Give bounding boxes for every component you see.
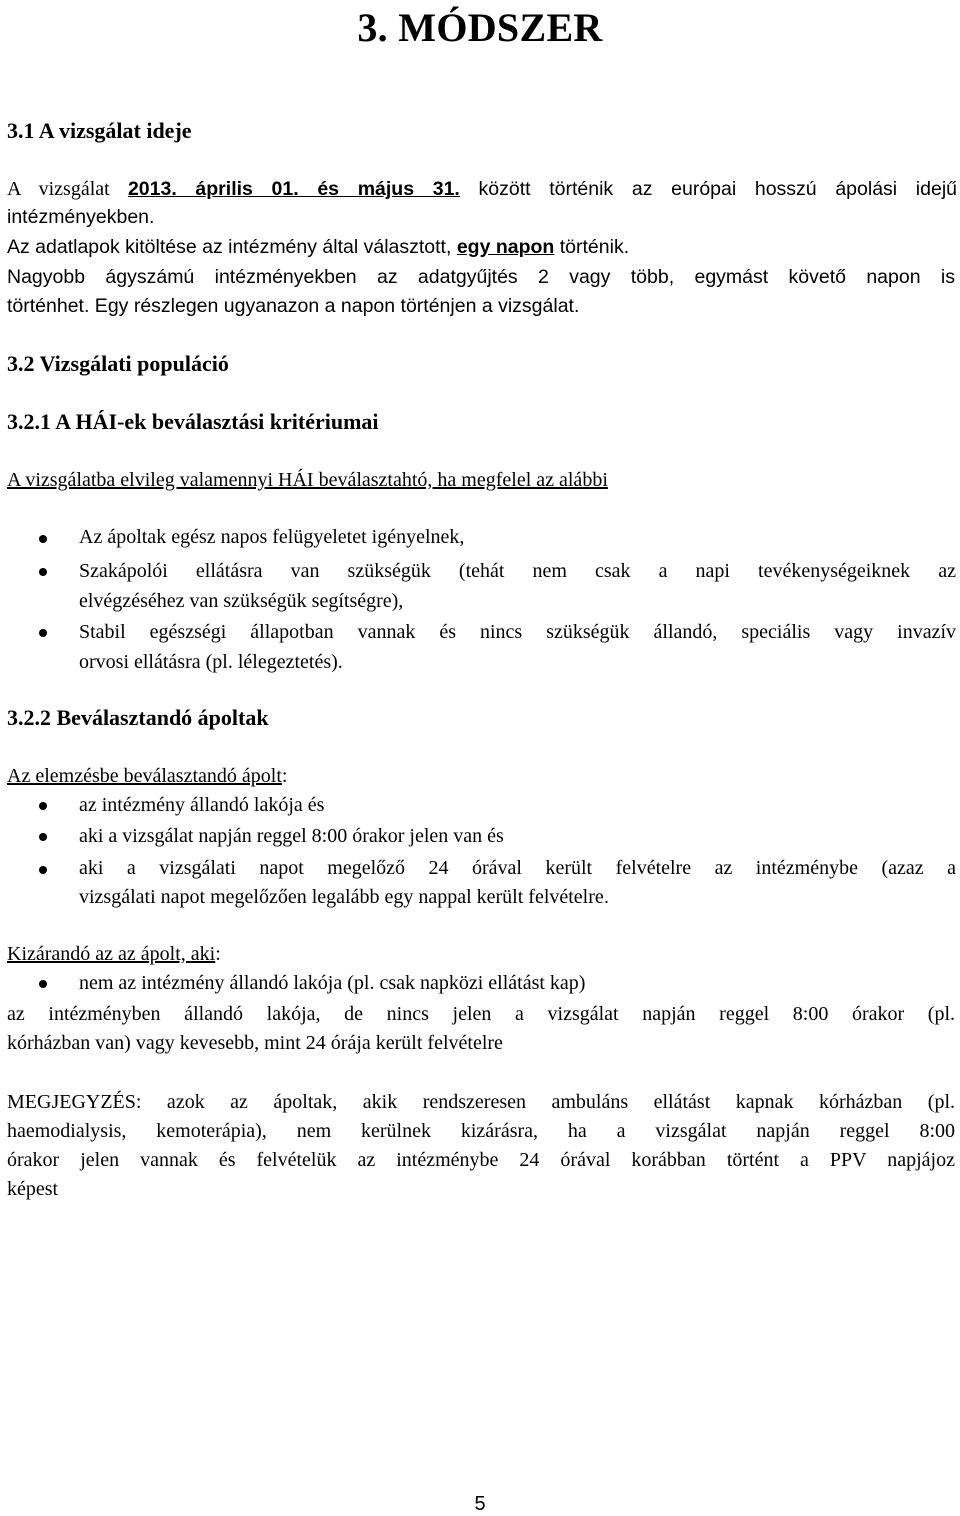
bullet-icon [39,833,47,841]
exclusion-title-colon: : [215,943,221,965]
s31-l1-post: között történik az európai hosszú ápolási idejű [459,178,958,200]
bullet-icon [39,866,47,874]
s321-bullet-2-line-1: Szakápolói ellátásra van szükségük (tehát nem csak a napi tevékenységeiknek az [79,560,956,582]
s31-line-3 [7,233,629,262]
s321-bullet-1: Az ápoltak egész napos felügyeletet igényelnek, [79,526,465,548]
s321-bullet-3-line-2: orvosi ellátásra (pl. lélegeztetés). [79,651,343,673]
s321-bullet-2-line-2: elvégzéséhez van szükségük segítségre), [79,590,404,612]
s31-date-range: 2013. április 01. és május 31. [127,178,460,200]
bullet-icon [39,568,47,576]
s31-line-4: Nagyobb ágyszámú intézményekben az adatgyűjtés 2 vagy több, egymást követő napon is [7,266,955,288]
s31-line-2: intézményekben. [7,206,155,228]
section-3-1-title: 3.1 A vizsgálat ideje [7,118,192,143]
s322-bullet-1: az intézmény állandó lakója és [79,794,325,816]
bullet-icon [39,629,47,637]
s322-bullet-2: aki a vizsgálat napján reggel 8:00 órakor jelen van és [79,825,504,847]
s31-line-5: történhet. Egy részlegen ugyanazon a napon történjen a vizsgálat. [7,295,580,317]
s321-intro: A vizsgálatba elvileg valamennyi HÁI beválasztahtó, ha megfelel az alábbi [7,469,608,491]
exclusion-title-underlined: Kizárandó az az ápolt, aki [7,943,216,965]
exclusion-bullet-1: nem az intézmény állandó lakója (pl. csak napközi ellátást kap) [79,972,586,994]
s322-b3-l2-text: vizsgálati napot megelőzően legalább egy nappal került felvételre [79,886,604,908]
s31-line-1 [7,175,957,204]
note-line-3: órakor jelen vannak és felvételük az intézménybe 24 órával korábban történt a PPV napjájoz [7,1149,955,1171]
s31-l3-pre: Az adatlapok kitöltése az intézmény által választott, [7,236,457,258]
s322-b3-l2-period: . [603,886,610,908]
section-3-2-title: 3.2 Vizsgálati populáció [7,351,229,376]
s31-l3-post: történik. [554,236,630,258]
s31-l1-pre: A vizsgálat [7,178,128,200]
s322-intro-underlined: Az elemzésbe beválasztandó ápolt [7,765,282,787]
note-line-2: haemodialysis, kemoterápia), nem kerülnek kizárásra, ha a vizsgálat napján reggel 8:00 [7,1120,955,1142]
section-3-2-1-title: 3.2.1 A HÁI-ek beválasztási kritériumai [7,409,379,434]
note-line-1: MEGJEGYZÉS: azok az ápoltak, akik rendszeresen ambuláns ellátást kapnak kórházban (pl. [7,1091,955,1113]
page-title: 3. MÓDSZER [357,5,603,50]
s31-one-day: egy napon [456,236,555,258]
s322-bullet-3-line-1: aki a vizsgálati napot megelőző 24 órával került felvételre az intézménybe (azaz a [79,857,956,879]
note-line-4: képest [7,1178,59,1200]
exclusion-paragraph-line-2: kórházban van) vagy kevesebb, mint 24 órája került felvételre [7,1032,503,1054]
bullet-icon [39,535,47,543]
bullet-icon [39,802,47,810]
exclusion-paragraph-line-1: az intézményben állandó lakója, de nincs jelen a vizsgálat napján reggel 8:00 órakor (pl. [7,1003,955,1025]
s322-intro-colon: : [281,765,288,787]
s322-bullet-3-line-2 [79,883,609,912]
bullet-icon [39,980,47,988]
section-3-2-2-title: 3.2.2 Beválasztandó ápoltak [7,705,269,730]
exclusion-title [7,940,221,969]
s322-intro [7,762,287,791]
s321-bullet-3-line-1: Stabil egészségi állapotban vannak és nincs szükségük állandó, speciális vagy invazív [79,621,956,643]
page-number: 5 [474,1493,486,1515]
